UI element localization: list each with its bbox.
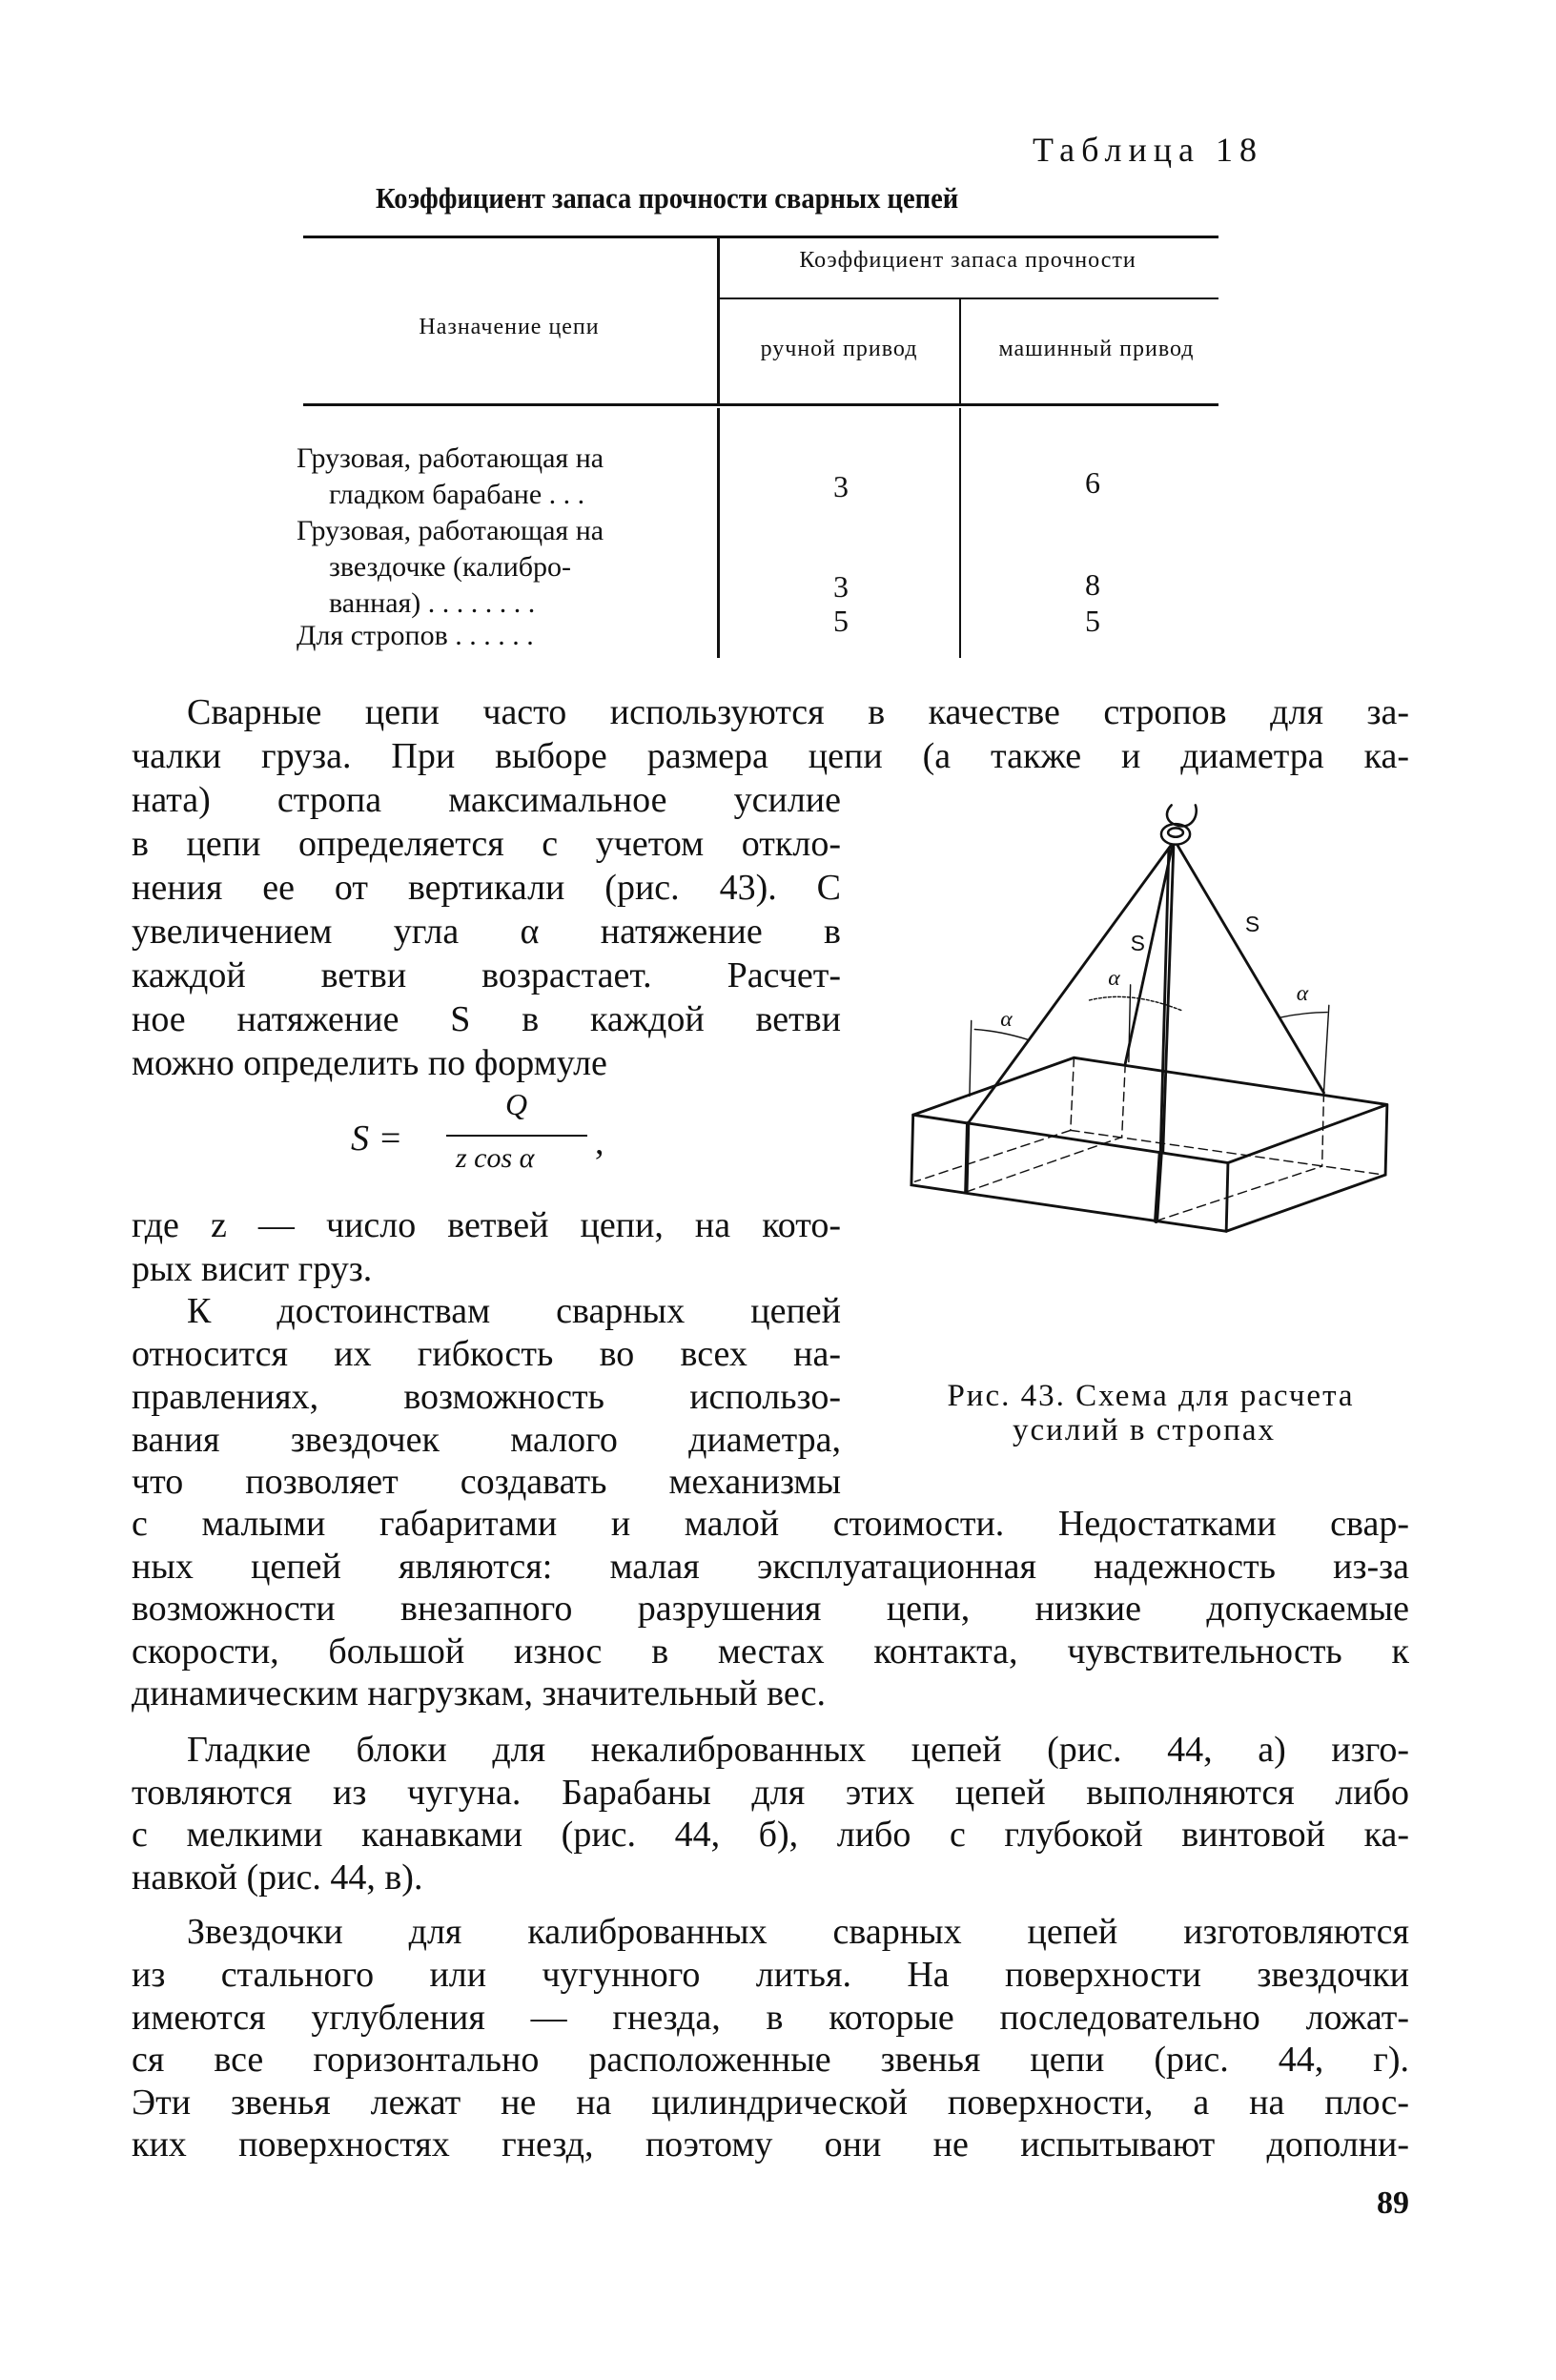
row-label: Для стропов . . . . . . xyxy=(297,620,534,651)
row-label: Грузовая, работающая на xyxy=(297,442,604,474)
body-line: с мелкими канавками (рис. 44, б), либо с глубокой винтовой ка- xyxy=(132,1815,1409,1855)
table-col-divider xyxy=(717,237,720,405)
body-line: правлениях, возможность использо- xyxy=(132,1377,841,1417)
page-number: 89 xyxy=(1377,2185,1409,2221)
body-line: что позволяет создавать механизмы xyxy=(132,1462,841,1502)
sling-ropes xyxy=(968,846,1323,1153)
figure-caption: усилий в стропах xyxy=(1013,1413,1276,1447)
figure-caption: Рис. 43. Схема для расчета xyxy=(947,1379,1355,1413)
body-line: Эти звенья лежат не на цилиндрической поверхности, а на плос- xyxy=(132,2082,1409,2123)
angle-marks xyxy=(970,985,1329,1097)
body-line: ных цепей являются: малая эксплуатационная надежность из-за xyxy=(132,1547,1409,1587)
row-label: Грузовая, работающая на xyxy=(297,515,604,546)
label-alpha: α xyxy=(1000,1006,1013,1032)
body-line: К достоинствам сварных цепей xyxy=(187,1291,841,1331)
label-alpha: α xyxy=(1108,965,1120,991)
label-s: S xyxy=(1244,912,1260,937)
cell-manual: 3 xyxy=(833,569,849,604)
label-s: S xyxy=(1130,930,1145,955)
body-line: с малыми габаритами и малой стоимости. Недостатками свар- xyxy=(132,1504,1409,1544)
body-line: можно определить по формуле xyxy=(132,1043,607,1083)
body-line: товляются из чугуна. Барабаны для этих цепей выполняются либо xyxy=(132,1773,1409,1813)
header-safety-factor: Коэффициент запаса прочности xyxy=(799,248,1136,273)
cell-manual: 3 xyxy=(833,469,849,503)
body-line: из стального или чугунного литья. На поверхности звездочки xyxy=(132,1955,1409,1995)
body-line: каждой ветви возрастает. Расчет- xyxy=(132,955,841,995)
row-label: звездочке (калибро- xyxy=(329,551,572,583)
body-line: динамическим нагрузкам, значительный вес. xyxy=(132,1673,826,1713)
formula-comma: , xyxy=(595,1122,604,1162)
body-line: навкой (рис. 44, в). xyxy=(132,1857,423,1898)
cell-manual: 5 xyxy=(833,604,849,638)
formula-numerator: Q xyxy=(505,1087,528,1121)
hook-icon xyxy=(1161,805,1197,844)
load-box xyxy=(911,1057,1387,1231)
body-line: рых висит груз. xyxy=(132,1249,373,1289)
label-alpha: α xyxy=(1296,980,1309,1006)
sling-diagram xyxy=(877,791,1411,1459)
fraction-bar xyxy=(446,1135,587,1137)
formula-lhs: S = xyxy=(351,1118,403,1159)
body-line: скорости, большой износ в местах контакта, чувствительность к xyxy=(132,1631,1409,1672)
row-label: ванная) . . . . . . . . xyxy=(329,587,536,619)
table-top-rule xyxy=(303,236,1218,238)
row-label: гладком барабане . . . xyxy=(329,479,585,510)
body-line: Гладкие блоки для некалиброванных цепей (рис. 44, а) изго- xyxy=(187,1730,1409,1770)
table-col-divider xyxy=(717,408,720,658)
cell-machine: 5 xyxy=(1085,604,1100,638)
cell-machine: 6 xyxy=(1085,465,1100,500)
table-header-bottom-rule xyxy=(303,403,1218,406)
body-line: ся все горизонтально расположенные звенья цепи (рис. 44, г). xyxy=(132,2040,1409,2080)
cell-machine: 8 xyxy=(1085,567,1100,602)
body-line: чалки груза. При выборе размера цепи (а также и диаметра ка- xyxy=(132,736,1409,776)
body-line: где z — число ветвей цепи, на кото- xyxy=(132,1205,841,1245)
table-title: Коэффициент запаса прочности сварных цепей xyxy=(376,181,959,215)
table-col-divider xyxy=(959,299,961,404)
header-manual-drive: ручной привод xyxy=(760,337,918,361)
body-line: ное натяжение S в каждой ветви xyxy=(132,999,841,1039)
body-line: ната) стропа максимальное усилие xyxy=(132,780,841,820)
body-line: Звездочки для калиброванных сварных цепей изготовляются xyxy=(187,1912,1409,1952)
header-purpose: Назначение цепи xyxy=(419,315,600,339)
body-line: Сварные цепи часто используются в качестве стропов для за- xyxy=(187,692,1409,732)
table-number: Таблица 18 xyxy=(1033,131,1263,169)
body-line: относится их гибкость во всех на- xyxy=(132,1334,841,1374)
table-col-divider xyxy=(959,408,961,658)
body-line: возможности внезапного разрушения цепи, низкие допускаемые xyxy=(132,1589,1409,1629)
header-machine-drive: машинный привод xyxy=(998,337,1195,361)
body-line: имеются углубления — гнезда, в которые последовательно ложат- xyxy=(132,1998,1409,2038)
table-subheader-rule xyxy=(720,298,1218,299)
body-line: нения ее от вертикали (рис. 43). С xyxy=(132,868,841,908)
body-line: увеличением угла α натяжение в xyxy=(132,912,841,952)
body-line: в цепи определяется с учетом откло- xyxy=(132,824,841,864)
body-line: вания звездочек малого диаметра, xyxy=(132,1420,841,1460)
body-line: ких поверхностях гнезд, поэтому они не испытывают дополни- xyxy=(132,2124,1409,2165)
formula-denominator: z cos α xyxy=(456,1142,535,1174)
